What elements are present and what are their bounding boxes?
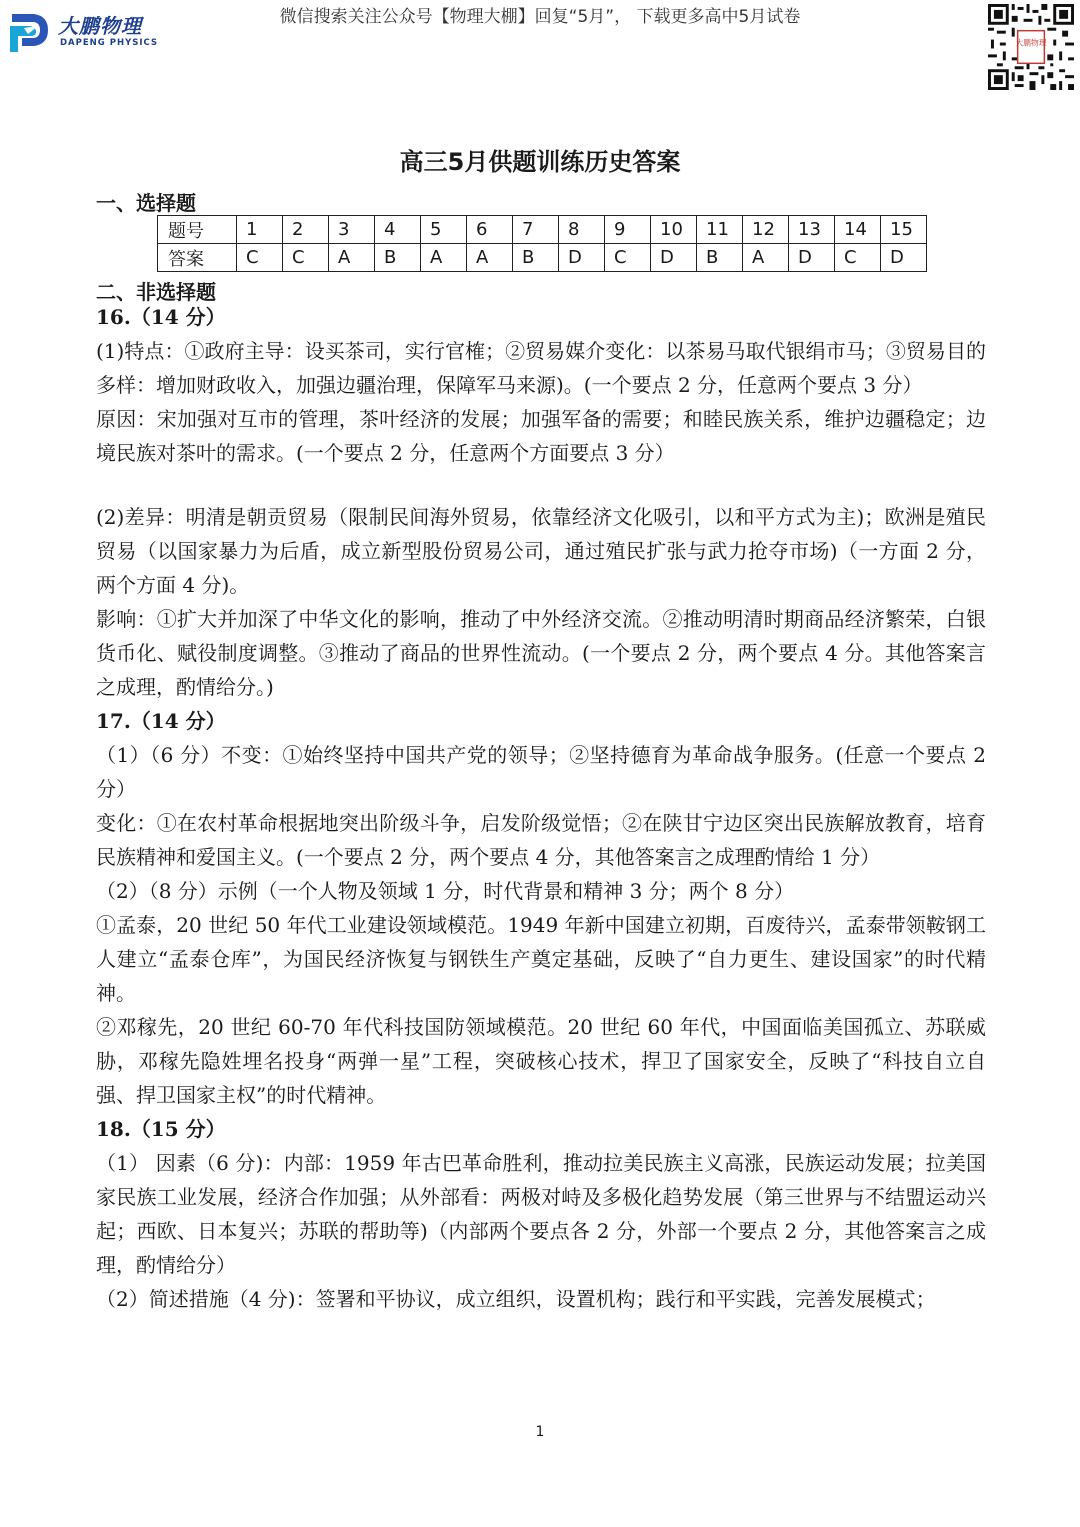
row-label-number: 题号 bbox=[158, 216, 237, 244]
row-label-answer: 答案 bbox=[158, 244, 237, 272]
page-title: 高三5月供题训练历史答案 bbox=[399, 148, 681, 176]
table-cell: 4 bbox=[375, 216, 421, 244]
table-cell: 8 bbox=[559, 216, 605, 244]
table-cell: D bbox=[881, 244, 927, 272]
table-cell: 6 bbox=[467, 216, 513, 244]
paragraph: （1）（6 分）不变：①始终坚持中国共产党的领导；②坚持德育为革命战争服务。(任意一个要点 2 分） bbox=[96, 743, 986, 801]
table-cell: A bbox=[743, 244, 789, 272]
table-cell: C bbox=[605, 244, 651, 272]
table-cell: 9 bbox=[605, 216, 651, 244]
table-cell: C bbox=[283, 244, 329, 272]
table-cell: 1 bbox=[237, 216, 283, 244]
paragraph: （1） 因素（6 分)：内部：1959 年古巴革命胜利，推动拉美民族主义高涨，民族运动发展；拉美国家民族工业发展，经济合作加强；从外部看：两极对峙及多极化趋势发展（第三世界与不结盟运动兴起；西欧、日本复兴；苏联的帮助等)（内部两个要点各 2 分，外部一个要点 2 分，其他答案言之成理，酌情给分） bbox=[96, 1151, 986, 1277]
table-row-numbers bbox=[158, 216, 927, 244]
table-cell: D bbox=[789, 244, 835, 272]
paragraph: (1)特点：①政府主导：设买茶司，实行官榷；②贸易媒介变化：以茶易马取代银绢市马；③贸易目的多样：增加财政收入，加强边疆治理，保障军马来源)。(一个要点 2 分，任意两个要点 3 分） bbox=[96, 339, 986, 397]
section-essay-heading: 二、非选择题 bbox=[96, 280, 216, 304]
table-cell: 2 bbox=[283, 216, 329, 244]
table-cell: 3 bbox=[329, 216, 375, 244]
table-cell: C bbox=[237, 244, 283, 272]
table-cell: 15 bbox=[881, 216, 927, 244]
table-cell: 7 bbox=[513, 216, 559, 244]
table-cell: 10 bbox=[651, 216, 697, 244]
table-cell: 5 bbox=[421, 216, 467, 244]
section-multiple-choice-heading: 一、选择题 bbox=[96, 191, 196, 215]
question-18-heading: 18.（15 分） bbox=[96, 1117, 226, 1141]
table-cell: A bbox=[467, 244, 513, 272]
table-cell: 13 bbox=[789, 216, 835, 244]
table-cell: D bbox=[559, 244, 605, 272]
paragraph: 变化：①在农村革命根据地突出阶级斗争，启发阶级觉悟；②在陕甘宁边区突出民族解放教育，培育民族精神和爱国主义。(一个要点 2 分，两个要点 4 分，其他答案言之成理酌情给 1 分） bbox=[96, 811, 986, 869]
paragraph: （2）（8 分）示例（一个人物及领域 1 分，时代背景和精神 3 分；两个 8 分） bbox=[96, 879, 795, 903]
table-cell: C bbox=[835, 244, 881, 272]
table-cell: B bbox=[513, 244, 559, 272]
paragraph: 影响：①扩大并加深了中华文化的影响，推动了中外经济交流。②推动明清时期商品经济繁荣，白银货币化、赋役制度调整。③推动了商品的世界性流动。(一个要点 2 分，两个要点 4 分。其他答案言之成理，酌情给分。) bbox=[96, 607, 986, 699]
dapeng-logo bbox=[8, 8, 168, 52]
answer-body bbox=[96, 300, 986, 1316]
page-header bbox=[0, 0, 1080, 100]
table-cell: A bbox=[329, 244, 375, 272]
logo-en-text: DAPENG PHYSICS bbox=[60, 38, 159, 48]
logo-cn-text: 大鹏物理 bbox=[58, 14, 142, 38]
paragraph: （2）简述措施（4 分)：签署和平协议，成立组织，设置机构；践行和平实践，完善发展模式； bbox=[96, 1287, 936, 1311]
paragraph: ②邓稼先，20 世纪 60-70 年代科技国防领域模范。20 世纪 60 年代，中国面临美国孤立、苏联威胁，邓稼先隐姓埋名投身“两弹一星”工程，突破核心技术，捍卫了国家安全，反映了“科技自立自强、捍卫国家主权”的时代精神。 bbox=[96, 1015, 986, 1107]
paragraph: ①孟泰，20 世纪 50 年代工业建设领域模范。1949 年新中国建立初期，百废待兴，孟泰带领鞍钢工人建立“孟泰仓库”，为国民经济恢复与钢铁生产奠定基础，反映了“自力更生、建设国家”的时代精神。 bbox=[96, 913, 986, 1005]
paragraph: 原因：宋加强对互市的管理，茶叶经济的发展；加强军备的需要；和睦民族关系，维护边疆稳定；边境民族对茶叶的需求。(一个要点 2 分，任意两个方面要点 3 分） bbox=[96, 407, 986, 465]
promo-banner-text: 微信搜索关注公众号【物理大棚】回复“5月”， 下载更多高中5月试卷 bbox=[279, 7, 801, 27]
qr-center-label: 大鹏物理 bbox=[1015, 38, 1047, 48]
question-16-heading: 16.（14 分） bbox=[96, 305, 226, 329]
question-17-heading: 17.（14 分） bbox=[96, 709, 226, 733]
table-row-answers bbox=[158, 244, 927, 272]
paragraph: (2)差异：明清是朝贡贸易（限制民间海外贸易，依靠经济文化吸引，以和平方式为主)；欧洲是殖民贸易（以国家暴力为后盾，成立新型股份贸易公司，通过殖民扩张与武力抢夺市场)（一方面 2 分，两个方面 4 分)。 bbox=[96, 505, 986, 597]
table-cell: 12 bbox=[743, 216, 789, 244]
dapeng-bird-icon bbox=[8, 8, 52, 52]
answer-table bbox=[157, 215, 927, 272]
table-cell: B bbox=[375, 244, 421, 272]
qr-code-icon bbox=[988, 4, 1074, 90]
table-cell: A bbox=[421, 244, 467, 272]
table-cell: 14 bbox=[835, 216, 881, 244]
table-cell: B bbox=[697, 244, 743, 272]
page-number: 1 bbox=[535, 1424, 545, 1440]
table-cell: 11 bbox=[697, 216, 743, 244]
table-cell: D bbox=[651, 244, 697, 272]
